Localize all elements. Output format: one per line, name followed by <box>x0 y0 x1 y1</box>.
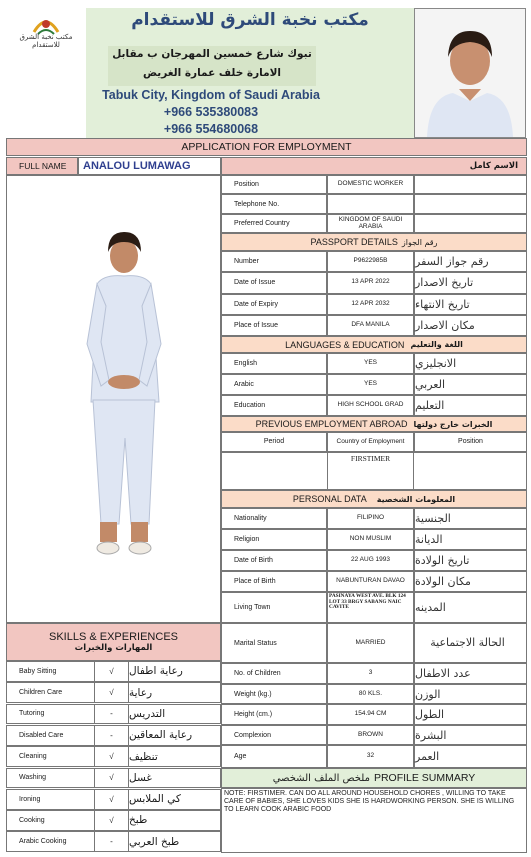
personal-row <box>221 684 527 704</box>
full-body-photo <box>6 175 221 623</box>
personal-row <box>221 529 527 550</box>
passport-label-ar: رقم جواز السفر <box>414 251 527 272</box>
personal-label: Living Town <box>221 592 327 623</box>
language-label-ar: الانجليزي <box>414 353 527 374</box>
experience-header-ar: الخبرات خارج دولتها <box>413 419 493 429</box>
skills-header <box>6 623 221 661</box>
summary-note: NOTE: FIRSTIMER. CAN DO ALL AROUND HOUSEHOLD CHORES , WILLING TO TAKE CARE OF BABIES, SHE LOVES KIDS SHE IS HARDWORKING PERSON. SHE IS WILLING TO LEARN COOK ARABIC FOOD <box>221 788 527 853</box>
skill-mark: √ <box>95 747 129 766</box>
experience-col-position: Position <box>414 432 527 452</box>
skill-name: Arabic Cooking <box>7 832 95 851</box>
passport-header-en: PASSPORT DETAILS <box>310 237 398 247</box>
personal-label: Marital Status <box>221 623 327 663</box>
logo-text: مكتب نخبة الشرق للاستقدام <box>19 33 73 49</box>
skill-mark: √ <box>95 662 129 681</box>
personal-value: NON MUSLIM <box>327 529 414 550</box>
personal-row <box>221 592 527 623</box>
personal-value: MARRIED <box>327 623 414 663</box>
skill-row <box>6 810 221 831</box>
skill-name: Cooking <box>7 811 95 830</box>
experience-col-period: Period <box>221 432 327 452</box>
personal-value: NABUNTURAN DAVAO <box>327 571 414 592</box>
language-value: HIGH SCHOOL GRAD <box>327 395 414 416</box>
personal-value: 22 AUG 1993 <box>327 550 414 571</box>
personal-row <box>221 704 527 725</box>
skill-mark: √ <box>95 769 129 788</box>
passport-label: Date of Issue <box>221 272 327 293</box>
passport-row <box>221 315 527 336</box>
top-info-row <box>221 194 527 214</box>
personal-label: Age <box>221 745 327 768</box>
language-row <box>221 374 527 395</box>
skill-row <box>6 704 221 725</box>
passport-value: 13 APR 2022 <box>327 272 414 293</box>
language-label: Arabic <box>221 374 327 395</box>
passport-value: 12 APR 2032 <box>327 294 414 315</box>
language-label-ar: العربي <box>414 374 527 395</box>
personal-label: Height (cm.) <box>221 704 327 725</box>
personal-row <box>221 725 527 745</box>
skill-name-ar: طبخ <box>129 814 148 827</box>
full-name-label: FULL NAME <box>6 157 78 175</box>
experience-header-en: PREVIOUS EMPLOYMENT ABROAD <box>255 419 408 429</box>
passport-row <box>221 294 527 315</box>
summary-header-ar: ملخص الملف الشخصي <box>272 772 370 784</box>
personal-row <box>221 663 527 684</box>
personal-header <box>221 490 527 508</box>
skill-name: Tutoring <box>7 705 95 724</box>
phone-1: +966 535380083 <box>163 105 259 119</box>
personal-row <box>221 508 527 529</box>
personal-label: Religion <box>221 529 327 550</box>
personal-value: 3 <box>327 663 414 684</box>
personal-label-ar: الديانة <box>414 529 527 550</box>
top-info-value <box>327 194 414 214</box>
top-info-label: Telephone No. <box>221 194 327 214</box>
personal-value: 32 <box>327 745 414 768</box>
personal-value: BROWN <box>327 725 414 745</box>
top-info-label: Position <box>221 175 327 194</box>
personal-row <box>221 571 527 592</box>
skill-mark: √ <box>95 790 129 809</box>
passport-value: P9622985B <box>327 251 414 272</box>
skill-row <box>6 831 221 852</box>
personal-row <box>221 745 527 768</box>
skill-name: Cleaning <box>7 747 95 766</box>
top-info-value: KINGDOM OF SAUDI ARABIA <box>327 214 414 233</box>
passport-row <box>221 272 527 293</box>
summary-header <box>221 768 527 788</box>
passport-label-ar: مكان الاصدار <box>414 315 527 336</box>
personal-label: Complexion <box>221 725 327 745</box>
skill-name-ar: طبخ العربي <box>129 835 180 848</box>
skill-name: Disabled Care <box>7 726 95 745</box>
personal-label: Place of Birth <box>221 571 327 592</box>
personal-label: No. of Children <box>221 663 327 684</box>
skill-row <box>6 725 221 746</box>
personal-label-ar: الجنسية <box>414 508 527 529</box>
skill-name: Children Care <box>7 683 95 702</box>
languages-header-en: LANGUAGES & EDUCATION <box>285 339 405 350</box>
phone-2: +966 554680068 <box>163 122 259 136</box>
skill-name-ar: رعاية اطفال <box>129 665 183 678</box>
top-info-value: DOMESTIC WORKER <box>327 175 414 194</box>
logo <box>6 10 86 60</box>
passport-label: Date of Expiry <box>221 294 327 315</box>
personal-value: 80 KLS. <box>327 684 414 704</box>
skill-name: Ironing <box>7 790 95 809</box>
personal-label-ar: تاريخ الولادة <box>414 550 527 571</box>
passport-header <box>221 233 527 251</box>
experience-value: FIRSTIMER <box>350 454 391 464</box>
skill-row <box>6 682 221 703</box>
language-value: YES <box>327 374 414 395</box>
passport-label: Place of Issue <box>221 315 327 336</box>
address-ar-line-1: تبوك شارع خمسين المهرجان ب مقابل <box>112 48 312 60</box>
skill-name-ar: تنظيف <box>129 750 158 763</box>
personal-value: FILIPINO <box>327 508 414 529</box>
portrait-photo <box>414 8 526 138</box>
full-name-value: ANALOU LUMAWAG <box>78 157 221 175</box>
language-row <box>221 395 527 416</box>
skill-mark: √ <box>95 683 129 702</box>
skills-header-en: SKILLS & EXPERIENCES <box>49 631 178 643</box>
personal-row <box>221 623 527 663</box>
personal-label-ar: مكان الولادة <box>414 571 527 592</box>
personal-value: PASINAYA WEST AVE. BLK 124 LOT 33 BRGY SABANG NAIC CAVITE <box>327 592 414 623</box>
skill-mark: √ <box>95 811 129 830</box>
city-line: Tabuk City, Kingdom of Saudi Arabia <box>102 88 320 102</box>
personal-header-ar: المعلومات الشخصية <box>376 494 456 504</box>
personal-header-en: PERSONAL DATA <box>292 494 367 504</box>
top-info-label-ar <box>414 175 527 194</box>
passport-label-ar: تاريخ الاصدار <box>414 272 527 293</box>
skill-name-ar: غسل <box>129 771 152 784</box>
language-label: English <box>221 353 327 374</box>
full-name-label-ar: الاسم كامل <box>221 157 527 175</box>
personal-label-ar: الحالة الاجتماعية <box>414 623 527 663</box>
skill-row <box>6 661 221 682</box>
top-info-row <box>221 175 527 194</box>
personal-value: 154.94 CM <box>327 704 414 725</box>
personal-label-ar: البشرة <box>414 725 527 745</box>
personal-label-ar: الوزن <box>414 684 527 704</box>
application-title: APPLICATION FOR EMPLOYMENT <box>6 138 527 156</box>
skill-name-ar: رعاية <box>129 686 153 699</box>
skill-name-ar: كي الملابس <box>129 793 181 806</box>
top-info-label-ar <box>414 214 527 233</box>
language-row <box>221 353 527 374</box>
skill-name-ar: التدريس <box>129 707 166 720</box>
experience-col-country: Country of Employment <box>327 432 414 452</box>
passport-row <box>221 251 527 272</box>
skill-name: Baby Sitting <box>7 662 95 681</box>
language-label: Education <box>221 395 327 416</box>
personal-label-ar: عدد الاطفال <box>414 663 527 684</box>
passport-label: Number <box>221 251 327 272</box>
personal-row <box>221 550 527 571</box>
summary-header-en: PROFILE SUMMARY <box>373 772 476 784</box>
passport-value: DFA MANILA <box>327 315 414 336</box>
personal-label-ar: العمر <box>414 745 527 768</box>
passport-header-ar: رقم الجواز <box>401 237 438 247</box>
skill-row <box>6 746 221 767</box>
skill-name: Washing <box>7 769 95 788</box>
skill-row <box>6 768 221 789</box>
experience-header <box>221 416 527 432</box>
language-label-ar: التعليم <box>414 395 527 416</box>
skill-mark: - <box>95 705 129 724</box>
top-info-label-ar <box>414 194 527 214</box>
skills-header-ar: المهارات والخبرات <box>74 643 153 653</box>
languages-header <box>221 336 527 353</box>
address-ar-line-2: الامارة خلف عمارة الغريض <box>142 67 282 79</box>
skill-mark: - <box>95 726 129 745</box>
languages-header-ar: اللغة والتعليم <box>410 340 463 349</box>
personal-label: Date of Birth <box>221 550 327 571</box>
personal-label: Nationality <box>221 508 327 529</box>
office-name-ar: مكتب نخبة الشرق للاستقدام <box>131 10 369 30</box>
language-value: YES <box>327 353 414 374</box>
skill-mark: - <box>95 832 129 851</box>
personal-label-ar: المدينه <box>414 592 527 623</box>
top-info-label: Preferred Country <box>221 214 327 233</box>
personal-label: Weight (kg.) <box>221 684 327 704</box>
top-info-row <box>221 214 527 233</box>
skill-row <box>6 789 221 810</box>
skill-name-ar: رعاية المعاقين <box>129 729 193 742</box>
passport-label-ar: تاريخ الانتهاء <box>414 294 527 315</box>
personal-label-ar: الطول <box>414 704 527 725</box>
